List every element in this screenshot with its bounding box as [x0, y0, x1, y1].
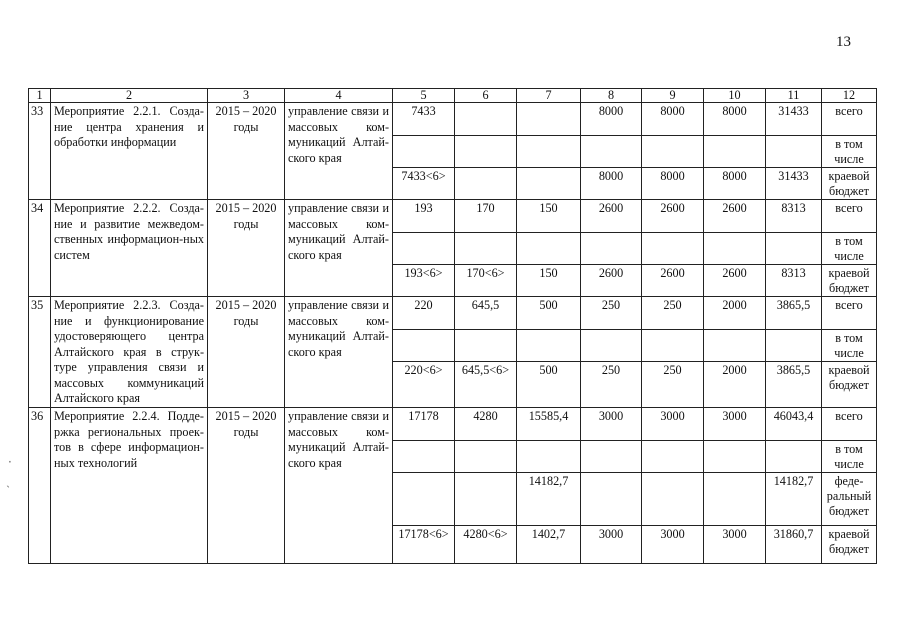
amount-cell: [517, 136, 581, 168]
amount-cell: 3000: [581, 408, 642, 441]
amount-cell: 3000: [704, 408, 766, 441]
amount-cell: [581, 136, 642, 168]
activity-name-cell: Мероприятие 2.2.4. Подде-ржка региональных проек-тов в сфере информацион-ных технологий: [51, 408, 208, 564]
funding-source-cell: в том числе: [822, 441, 877, 473]
amount-cell: [517, 330, 581, 362]
amount-cell: [581, 473, 642, 526]
column-header: 11: [766, 89, 822, 103]
amount-cell: 8000: [581, 168, 642, 200]
amount-cell: [766, 441, 822, 473]
amount-cell: 170<6>: [455, 265, 517, 297]
activity-name-cell: Мероприятие 2.2.1. Созда-ние центра хранения и обработки информации: [51, 103, 208, 200]
amount-cell: 7433<6>: [393, 168, 455, 200]
amount-cell: 193<6>: [393, 265, 455, 297]
activity-name-cell: Мероприятие 2.2.3. Созда-ние и функционирование удостоверяющего центра Алтайского края в струк-туре управления связи и массовых коммуникаций Алтайского края: [51, 297, 208, 408]
amount-cell: 3865,5: [766, 362, 822, 408]
activity-name-cell: Мероприятие 2.2.2. Созда-ние и развитие межведом-ственных информацион-ных систем: [51, 200, 208, 297]
amount-cell: [766, 330, 822, 362]
amount-cell: 2000: [704, 362, 766, 408]
executor-cell: управление связи и массовых ком-муникаций Алтай-ского края: [285, 103, 393, 200]
executor-cell: управление связи и массовых ком-муникаций Алтай-ского края: [285, 408, 393, 564]
amount-cell: 46043,4: [766, 408, 822, 441]
amount-cell: 14182,7: [517, 473, 581, 526]
amount-cell: 250: [581, 297, 642, 330]
amount-cell: 150: [517, 200, 581, 233]
amount-cell: 31433: [766, 103, 822, 136]
row-number-cell: 33: [29, 103, 51, 200]
column-header: 9: [642, 89, 704, 103]
row-number-cell: 34: [29, 200, 51, 297]
table-row: [29, 103, 877, 136]
amount-cell: 2600: [642, 200, 704, 233]
amount-cell: [581, 233, 642, 265]
amount-cell: 8000: [704, 103, 766, 136]
amount-cell: [581, 330, 642, 362]
amount-cell: 2000: [704, 297, 766, 330]
amount-cell: 4280: [455, 408, 517, 441]
column-header: 7: [517, 89, 581, 103]
amount-cell: [704, 136, 766, 168]
amount-cell: 8000: [642, 103, 704, 136]
amount-cell: 170: [455, 200, 517, 233]
table-row: [29, 297, 877, 330]
table-row: [29, 200, 877, 233]
funding-source-cell: краевой бюджет: [822, 526, 877, 564]
period-cell: 2015 – 2020 годы: [208, 103, 285, 200]
amount-cell: 8000: [704, 168, 766, 200]
row-number-cell: 35: [29, 297, 51, 408]
amount-cell: 250: [642, 297, 704, 330]
amount-cell: [455, 233, 517, 265]
amount-cell: [642, 473, 704, 526]
header-row: [29, 89, 877, 103]
amount-cell: 500: [517, 297, 581, 330]
column-header: 6: [455, 89, 517, 103]
amount-cell: 645,5: [455, 297, 517, 330]
column-header: 2: [51, 89, 208, 103]
period-cell: 2015 – 2020 годы: [208, 200, 285, 297]
column-header: 3: [208, 89, 285, 103]
funding-source-cell: всего: [822, 297, 877, 330]
amount-cell: [455, 441, 517, 473]
amount-cell: [455, 103, 517, 136]
amount-cell: [642, 441, 704, 473]
amount-cell: 2600: [704, 265, 766, 297]
amount-cell: 220<6>: [393, 362, 455, 408]
amount-cell: [517, 233, 581, 265]
amount-cell: [517, 103, 581, 136]
column-header: 12: [822, 89, 877, 103]
amount-cell: 250: [581, 362, 642, 408]
amount-cell: 4280<6>: [455, 526, 517, 564]
column-header: 4: [285, 89, 393, 103]
amount-cell: 3000: [642, 526, 704, 564]
amount-cell: [642, 136, 704, 168]
amount-cell: [704, 233, 766, 265]
margin-mark: ·: [8, 455, 12, 469]
period-cell: 2015 – 2020 годы: [208, 408, 285, 564]
executor-cell: управление связи и массовых ком-муникаций Алтай-ского края: [285, 297, 393, 408]
margin-mark: ˴: [6, 478, 10, 492]
amount-cell: [393, 233, 455, 265]
amount-cell: 7433: [393, 103, 455, 136]
amount-cell: 1402,7: [517, 526, 581, 564]
amount-cell: [455, 168, 517, 200]
amount-cell: 2600: [581, 265, 642, 297]
amount-cell: [642, 233, 704, 265]
funding-source-cell: краевой бюджет: [822, 265, 877, 297]
amount-cell: [455, 473, 517, 526]
page-number: 13: [836, 34, 851, 50]
amount-cell: 250: [642, 362, 704, 408]
amount-cell: [393, 441, 455, 473]
amount-cell: 14182,7: [766, 473, 822, 526]
amount-cell: [455, 330, 517, 362]
amount-cell: [517, 441, 581, 473]
amount-cell: [704, 473, 766, 526]
row-number-cell: 36: [29, 408, 51, 564]
amount-cell: [455, 136, 517, 168]
amount-cell: 3000: [704, 526, 766, 564]
funding-source-cell: краевой бюджет: [822, 168, 877, 200]
funding-source-cell: всего: [822, 103, 877, 136]
amount-cell: 500: [517, 362, 581, 408]
amount-cell: [704, 330, 766, 362]
amount-cell: 3000: [581, 526, 642, 564]
amount-cell: 31860,7: [766, 526, 822, 564]
amount-cell: 150: [517, 265, 581, 297]
table-body: [29, 89, 877, 564]
amount-cell: 17178<6>: [393, 526, 455, 564]
column-header: 1: [29, 89, 51, 103]
funding-source-cell: в том числе: [822, 330, 877, 362]
amount-cell: [393, 473, 455, 526]
amount-cell: 645,5<6>: [455, 362, 517, 408]
amount-cell: 31433: [766, 168, 822, 200]
column-header: 10: [704, 89, 766, 103]
amount-cell: 8000: [642, 168, 704, 200]
amount-cell: [393, 136, 455, 168]
amount-cell: 8313: [766, 200, 822, 233]
table-row: [29, 408, 877, 441]
amount-cell: 2600: [581, 200, 642, 233]
amount-cell: 2600: [704, 200, 766, 233]
funding-source-cell: в том числе: [822, 233, 877, 265]
amount-cell: [766, 136, 822, 168]
funding-source-cell: в том числе: [822, 136, 877, 168]
funding-source-cell: краевой бюджет: [822, 362, 877, 408]
amount-cell: 15585,4: [517, 408, 581, 441]
program-activities-table: [28, 88, 877, 564]
funding-source-cell: феде-ральный бюджет: [822, 473, 877, 526]
amount-cell: 8313: [766, 265, 822, 297]
amount-cell: 3000: [642, 408, 704, 441]
funding-source-cell: всего: [822, 408, 877, 441]
amount-cell: [642, 330, 704, 362]
amount-cell: [517, 168, 581, 200]
amount-cell: 8000: [581, 103, 642, 136]
column-header: 8: [581, 89, 642, 103]
amount-cell: [766, 233, 822, 265]
amount-cell: 17178: [393, 408, 455, 441]
executor-cell: управление связи и массовых ком-муникаций Алтай-ского края: [285, 200, 393, 297]
column-header: 5: [393, 89, 455, 103]
amount-cell: 193: [393, 200, 455, 233]
funding-source-cell: всего: [822, 200, 877, 233]
amount-cell: [393, 330, 455, 362]
amount-cell: [581, 441, 642, 473]
amount-cell: [704, 441, 766, 473]
amount-cell: 3865,5: [766, 297, 822, 330]
amount-cell: 2600: [642, 265, 704, 297]
period-cell: 2015 – 2020 годы: [208, 297, 285, 408]
amount-cell: 220: [393, 297, 455, 330]
